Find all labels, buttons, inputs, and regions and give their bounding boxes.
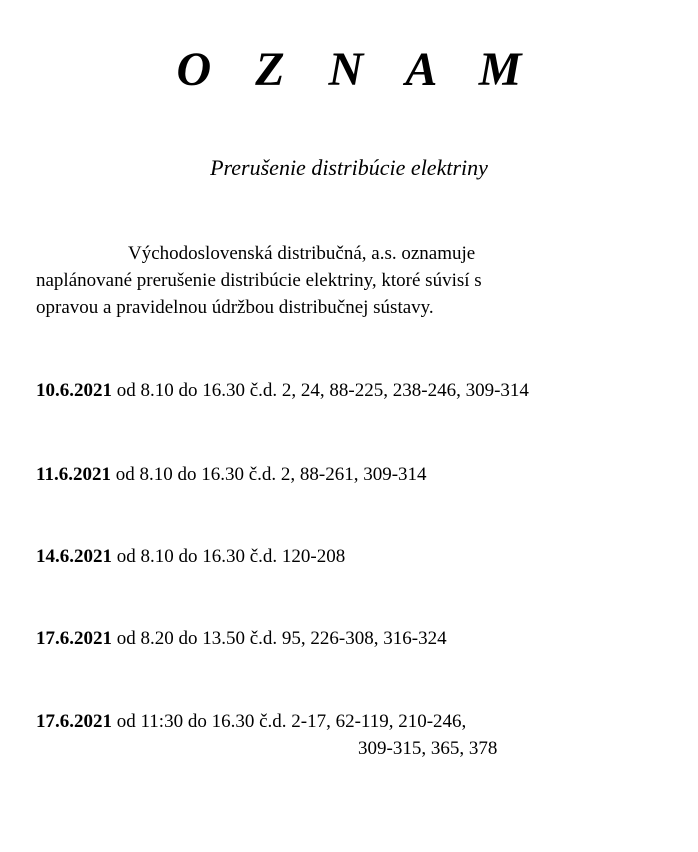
notice-subtitle: Prerušenie distribúcie elektriny bbox=[210, 155, 488, 180]
outage-details: od 8.20 do 13.50 č.d. 95, 226-308, 316-324 bbox=[112, 628, 447, 649]
notice-title: O Z N A M bbox=[176, 43, 538, 96]
outage-details: od 8.10 do 16.30 č.d. 120-208 bbox=[112, 546, 346, 567]
outage-entry bbox=[36, 708, 497, 762]
intro-line: opravou a pravidelnou údržbou distribučnej sústavy. bbox=[36, 297, 434, 318]
outage-date: 17.6.2021 bbox=[36, 628, 112, 649]
outage-entry bbox=[36, 377, 529, 404]
intro-paragraph bbox=[36, 240, 636, 321]
outage-details: od 11:30 do 16.30 č.d. 2-17, 62-119, 210-246, bbox=[112, 711, 467, 732]
outage-entry bbox=[36, 543, 345, 570]
intro-line: Východoslovenská distribučná, a.s. oznamuje bbox=[128, 243, 476, 264]
outage-date: 10.6.2021 bbox=[36, 380, 112, 401]
intro-line: naplánované prerušenie distribúcie elektriny, ktoré súvisí s bbox=[36, 270, 482, 291]
outage-date: 11.6.2021 bbox=[36, 464, 111, 485]
outage-entry bbox=[36, 461, 427, 488]
outage-details: od 8.10 do 16.30 č.d. 2, 88-261, 309-314 bbox=[110, 464, 427, 485]
outage-details-continuation: 309-315, 365, 378 bbox=[358, 738, 498, 759]
outage-details: od 8.10 do 16.30 č.d. 2, 24, 88-225, 238-246, 309-314 bbox=[112, 380, 529, 401]
outage-date: 14.6.2021 bbox=[36, 546, 112, 567]
outage-date: 17.6.2021 bbox=[36, 711, 112, 732]
outage-entry bbox=[36, 625, 447, 652]
